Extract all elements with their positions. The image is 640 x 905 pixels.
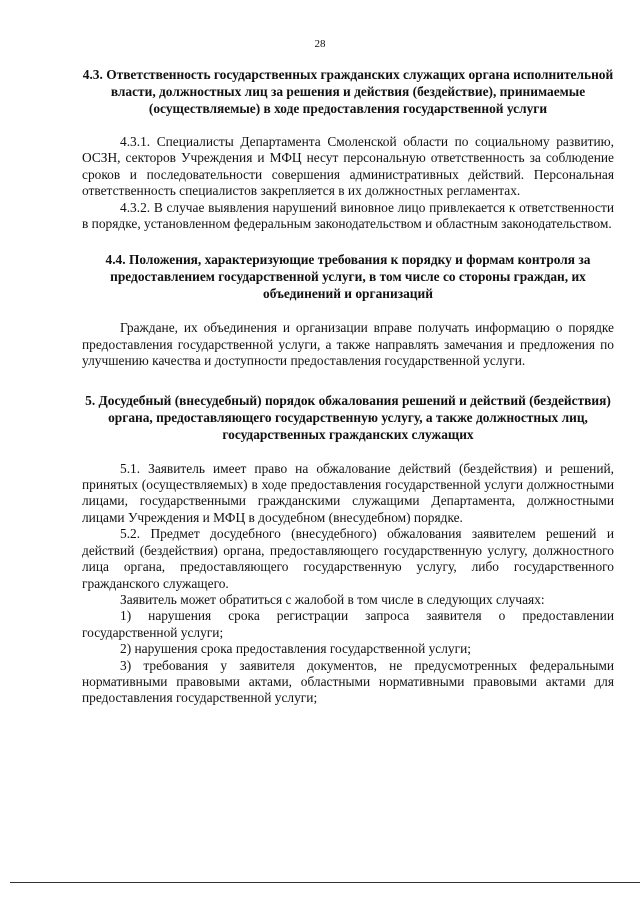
list-item: 1) нарушения срока регистрации запроса заявителя о предоставлении государственной услуги; [82, 608, 614, 640]
list-item: 2) нарушения срока предоставления государственной услуги; [120, 641, 472, 657]
page-number: 28 [314, 38, 326, 50]
section-4-4 [82, 251, 614, 369]
paragraph: 4.3.1. Специалисты Департамента Смоленской области по социальному развитию, ОСЗН, секторов Учреждения и МФЦ несут персональную ответственность за соблюдение сроков и последовательности совершения административных действий. Персональная ответственность специалистов закрепляется в их должностных регламентах. [82, 134, 614, 199]
bottom-divider [10, 882, 640, 883]
paragraph: 4.3.2. В случае выявления нарушений виновное лицо привлекается к ответственности в порядке, установленном федеральным законодательством и областным законодательством. [82, 199, 614, 232]
section-heading: 4.4. Положения, характеризующие требования к порядку и формам контроля за предоставлением государственной услуги, в том числе со стороны граждан, их объединений и организаций [105, 252, 591, 302]
paragraph: 5.2. Предмет досудебного (внесудебного) обжалования заявителем решений и действий (бездействия) органа, предоставляющего государственную услугу, должностного лица органа, предоставляющего государственную услугу, либо государственного гражданского служащего. [82, 526, 614, 591]
section-5 [82, 392, 614, 707]
paragraph: 5.1. Заявитель имеет право на обжалование действий (бездействия) и решений, принятых (осуществляемых) в ходе предоставления государственной услуги должностными лицами, государственными гражданскими служащими Департамента, должностными лицами Учреждения и МФЦ в досудебном (внесудебном) порядке. [82, 460, 614, 525]
paragraph: Заявитель может обратиться с жалобой в том числе в следующих случаях: [120, 591, 545, 607]
list-item: 3) требования у заявителя документов, не предусмотренных федеральными нормативными правовыми актами, областными нормативными правовыми актами для предоставления государственной услуги; [82, 657, 614, 706]
section-4-3 [82, 66, 614, 232]
section-heading: 5. Досудебный (внесудебный) порядок обжалования решений и действий (бездействия) органа, предоставляющего государственную услугу, а также должностных лиц, государственных гражданских служащих [85, 392, 611, 442]
paragraph: Граждане, их объединения и организации вправе получать информацию о порядке предоставления государственной услуги, а также направлять замечания и предложения по улучшению качества и доступности предоставления государственной услуги. [82, 320, 614, 369]
document-body [82, 66, 614, 707]
section-heading: 4.3. Ответственность государственных гражданских служащих органа исполнительной власти, должностных лиц за решения и действия (бездействие), принимаемые (осуществляемые) в ходе предоставления государственной услуги [82, 67, 614, 116]
